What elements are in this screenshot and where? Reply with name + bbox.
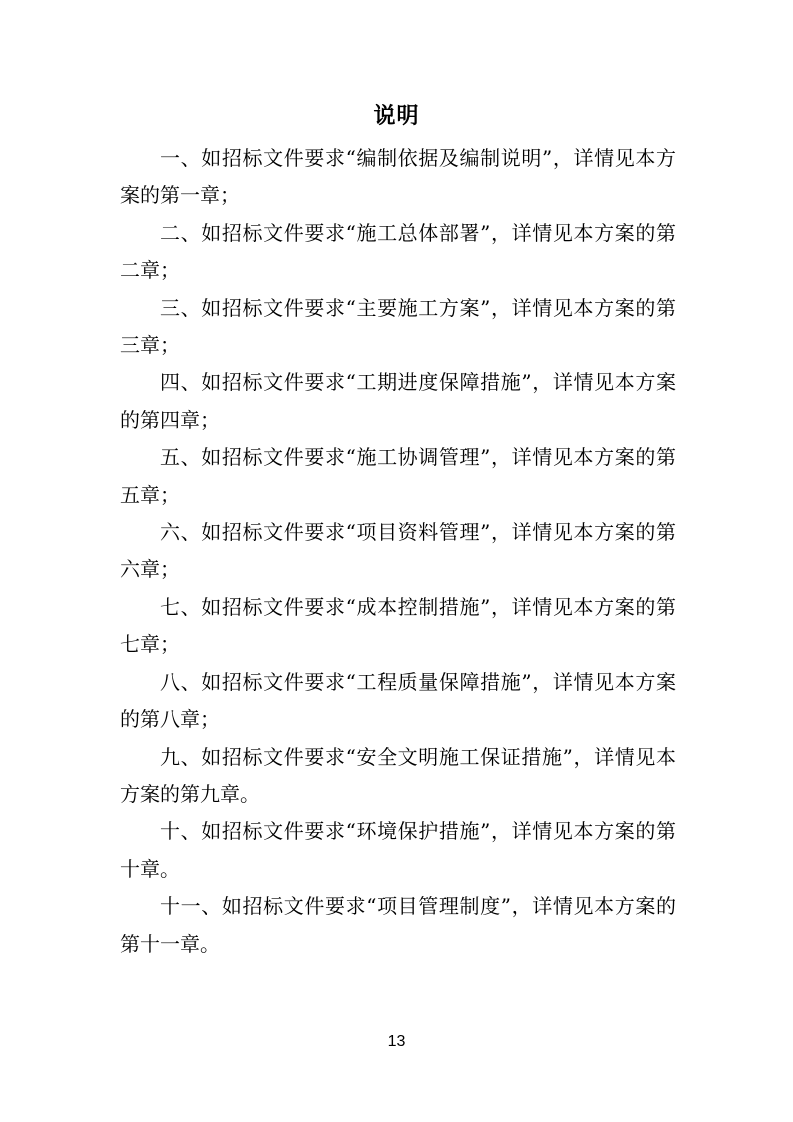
page-number: 13 xyxy=(387,1033,406,1050)
paragraph-3: 三、如招标文件要求“主要施工方案”，详情见本方案的第三章； xyxy=(120,295,676,358)
paragraph-5: 五、如招标文件要求“施工协调管理”，详情见本方案的第五章； xyxy=(120,445,676,507)
paragraph-8: 八、如招标文件要求“工程质量保障措施”，详情见本方案的第八章； xyxy=(120,669,676,732)
paragraph-9: 九、如招标文件要求“安全文明施工保证措施”，详情见本方案的第九章。 xyxy=(120,744,676,806)
paragraph-2: 二、如招标文件要求“施工总体部署”，详情见本方案的第二章； xyxy=(120,220,676,283)
paragraph-11: 十一、如招标文件要求“项目管理制度”，详情见本方案的第十一章。 xyxy=(120,894,676,956)
page-title: 说明 xyxy=(373,104,420,129)
paragraph-10: 十、如招标文件要求“环境保护措施”，详情见本方案的第十章。 xyxy=(120,819,676,881)
paragraph-6: 六、如招标文件要求“项目资料管理”，详情见本方案的第六章； xyxy=(120,520,676,582)
paragraph-1: 一、如招标文件要求“编制依据及编制说明”，详情见本方案的第一章； xyxy=(120,146,676,208)
document-body xyxy=(120,140,676,963)
paragraph-7: 七、如招标文件要求“成本控制措施”，详情见本方案的第七章； xyxy=(120,594,676,657)
paragraph-4: 四、如招标文件要求“工期进度保障措施”，详情见本方案的第四章； xyxy=(120,370,676,432)
